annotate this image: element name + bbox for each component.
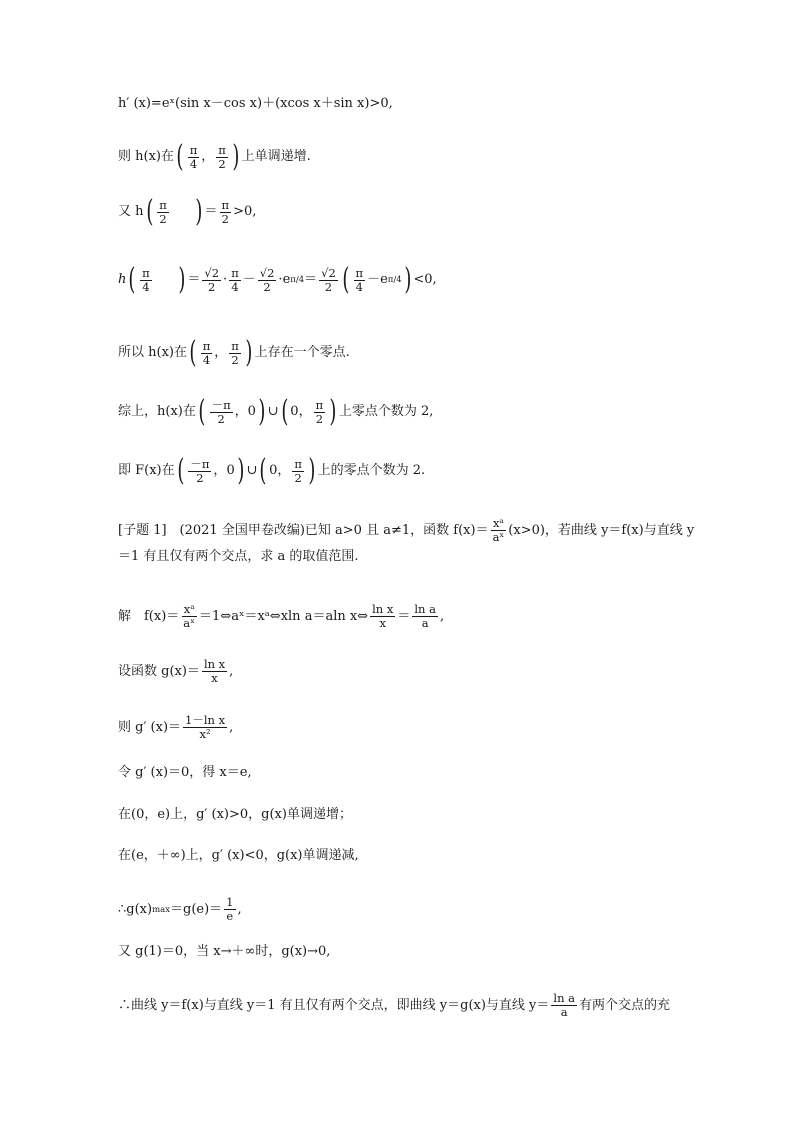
fraction: $\frac{√2}{2}$ — [204, 265, 220, 294]
fraction: $\frac{\pi}{4}$ — [355, 265, 364, 294]
line-conclusion: ∴曲线 y＝f(x)与直线 y＝1 有且仅有两个交点，即曲线 y＝g(x)与直线 y＝ $\frac{\text{ln a}}{a}$ 有两个交点的充 — [118, 991, 671, 1019]
fraction: $\frac{\text{ln a}}{a}$ — [553, 991, 576, 1019]
fraction: $\frac{\pi}{2}$ — [315, 397, 324, 426]
line-h-increasing: 则 h(x)在 ( $\frac{\pi}{4}$ ， $\frac{\pi}{2}$ ) 上单调递增. — [118, 139, 311, 174]
line-h-pi-over-2: 又 h ( $\frac{\pi}{2}$ ) ＝ $\frac{\pi}{2}$ >0, — [118, 194, 257, 229]
line-h-pi-over-4: h ( $\frac{\pi}{4}$ ) ＝ $\frac{√2}{2}$ · $\frac{\pi}{4}$ － $\frac{√2}{2}$ · e π/4 ＝ $\frac{√2}{2}$ ( $\frac{\pi}{4}$ － e π/4 ) <0, — [118, 262, 437, 297]
line-decreasing: 在(e，＋∞)上，g′ (x)<0，g(x)单调递减, — [118, 848, 359, 863]
fraction: $\frac{-\pi}{2}$ — [190, 456, 210, 485]
line-increasing: 在(0，e)上，g′ (x)>0，g(x)单调递增； — [118, 807, 352, 822]
line-maximum: ∴g(x) max ＝g(e)＝ $\frac{1}{e}$ , — [118, 895, 242, 923]
line-solution-start: 解 f(x)＝ $\frac{\text{xᵃ}}{\text{aˣ}}$ ＝1⇔aˣ＝xᵃ⇔xln a＝aln x⇔ $\frac{\text{ln x}}{x}$ ＝ $\frac{\text{ln a}}{a}$ , — [118, 602, 445, 630]
line-subproblem-statement-2: ＝1 有且仅有两个交点，求 a 的取值范围. — [118, 549, 359, 564]
fraction: $\frac{\pi}{4}$ — [189, 142, 198, 171]
line-derivative-h: h′ (x)=eˣ(sin x－cos x)＋(xcos x＋sin x)>0, — [118, 96, 393, 111]
line-g-derivative: 则 g′ (x)＝ $\frac{\text{1－ln x}}{\text{x²}}$ , — [118, 713, 234, 741]
fraction: $\frac{\pi}{4}$ — [142, 265, 150, 294]
line-subproblem-statement: [子题 1] (2021 全国甲卷改编)已知 a>0 且 a≠1，函数 f(x)＝ $\frac{\text{xᵃ}}{\text{aˣ}}$ (x>0)，若曲线 y＝f(x)与直线 y — [118, 516, 695, 544]
fraction: $\frac{\text{ln x}}{x}$ — [203, 657, 226, 685]
fraction: $\frac{\pi}{2}$ — [221, 197, 230, 226]
fraction: $\frac{\pi}{2}$ — [159, 197, 167, 226]
line-summary-F: 即 F(x)在 ( $\frac{-\pi}{2}$ ， 0 ) ∪ ( 0 ， $\frac{\pi}{2}$ ) 上的零点个数为 2. — [118, 453, 426, 488]
fraction: $\frac{\pi}{2}$ — [294, 456, 302, 485]
fraction: $\frac{\text{xᵃ}}{\text{aˣ}}$ — [183, 602, 196, 630]
line-one-zero: 所以 h(x)在 ( $\frac{\pi}{4}$ ， $\frac{\pi}{2}$ ) 上存在一个零点. — [118, 335, 350, 370]
fraction: $\frac{\pi}{2}$ — [218, 142, 226, 171]
line-define-g: 设函数 g(x)＝ $\frac{\text{ln x}}{x}$ , — [118, 657, 234, 685]
fraction: $\frac{\text{1－ln x}}{\text{x²}}$ — [185, 713, 226, 741]
fraction: $\frac{1}{e}$ — [226, 895, 234, 923]
line-limits: 又 g(1)＝0，当 x→＋∞时，g(x)→0, — [118, 944, 331, 959]
fraction: $\frac{\pi}{2}$ — [231, 338, 239, 367]
fraction: $\frac{√2}{2}$ — [321, 265, 336, 294]
fraction: $\frac{\text{ln a}}{a}$ — [414, 602, 436, 630]
fraction: $\frac{\pi}{4}$ — [231, 265, 239, 294]
fraction: $\frac{\text{ln x}}{x}$ — [372, 602, 394, 630]
fraction: $\frac{√2}{2}$ — [259, 265, 275, 294]
line-summary-h: 综上，h(x)在 ( $\frac{-\pi}{2}$ ， 0 ) ∪ ( 0 ， $\frac{\pi}{2}$ ) 上零点个数为 2, — [118, 394, 434, 429]
line-critical-point: 令 g′ (x)＝0，得 x＝e, — [118, 765, 252, 780]
fraction: $\frac{-\pi}{2}$ — [211, 397, 231, 426]
fraction: $\frac{\text{xᵃ}}{\text{aˣ}}$ — [492, 516, 505, 544]
fraction: $\frac{\pi}{4}$ — [202, 338, 211, 367]
